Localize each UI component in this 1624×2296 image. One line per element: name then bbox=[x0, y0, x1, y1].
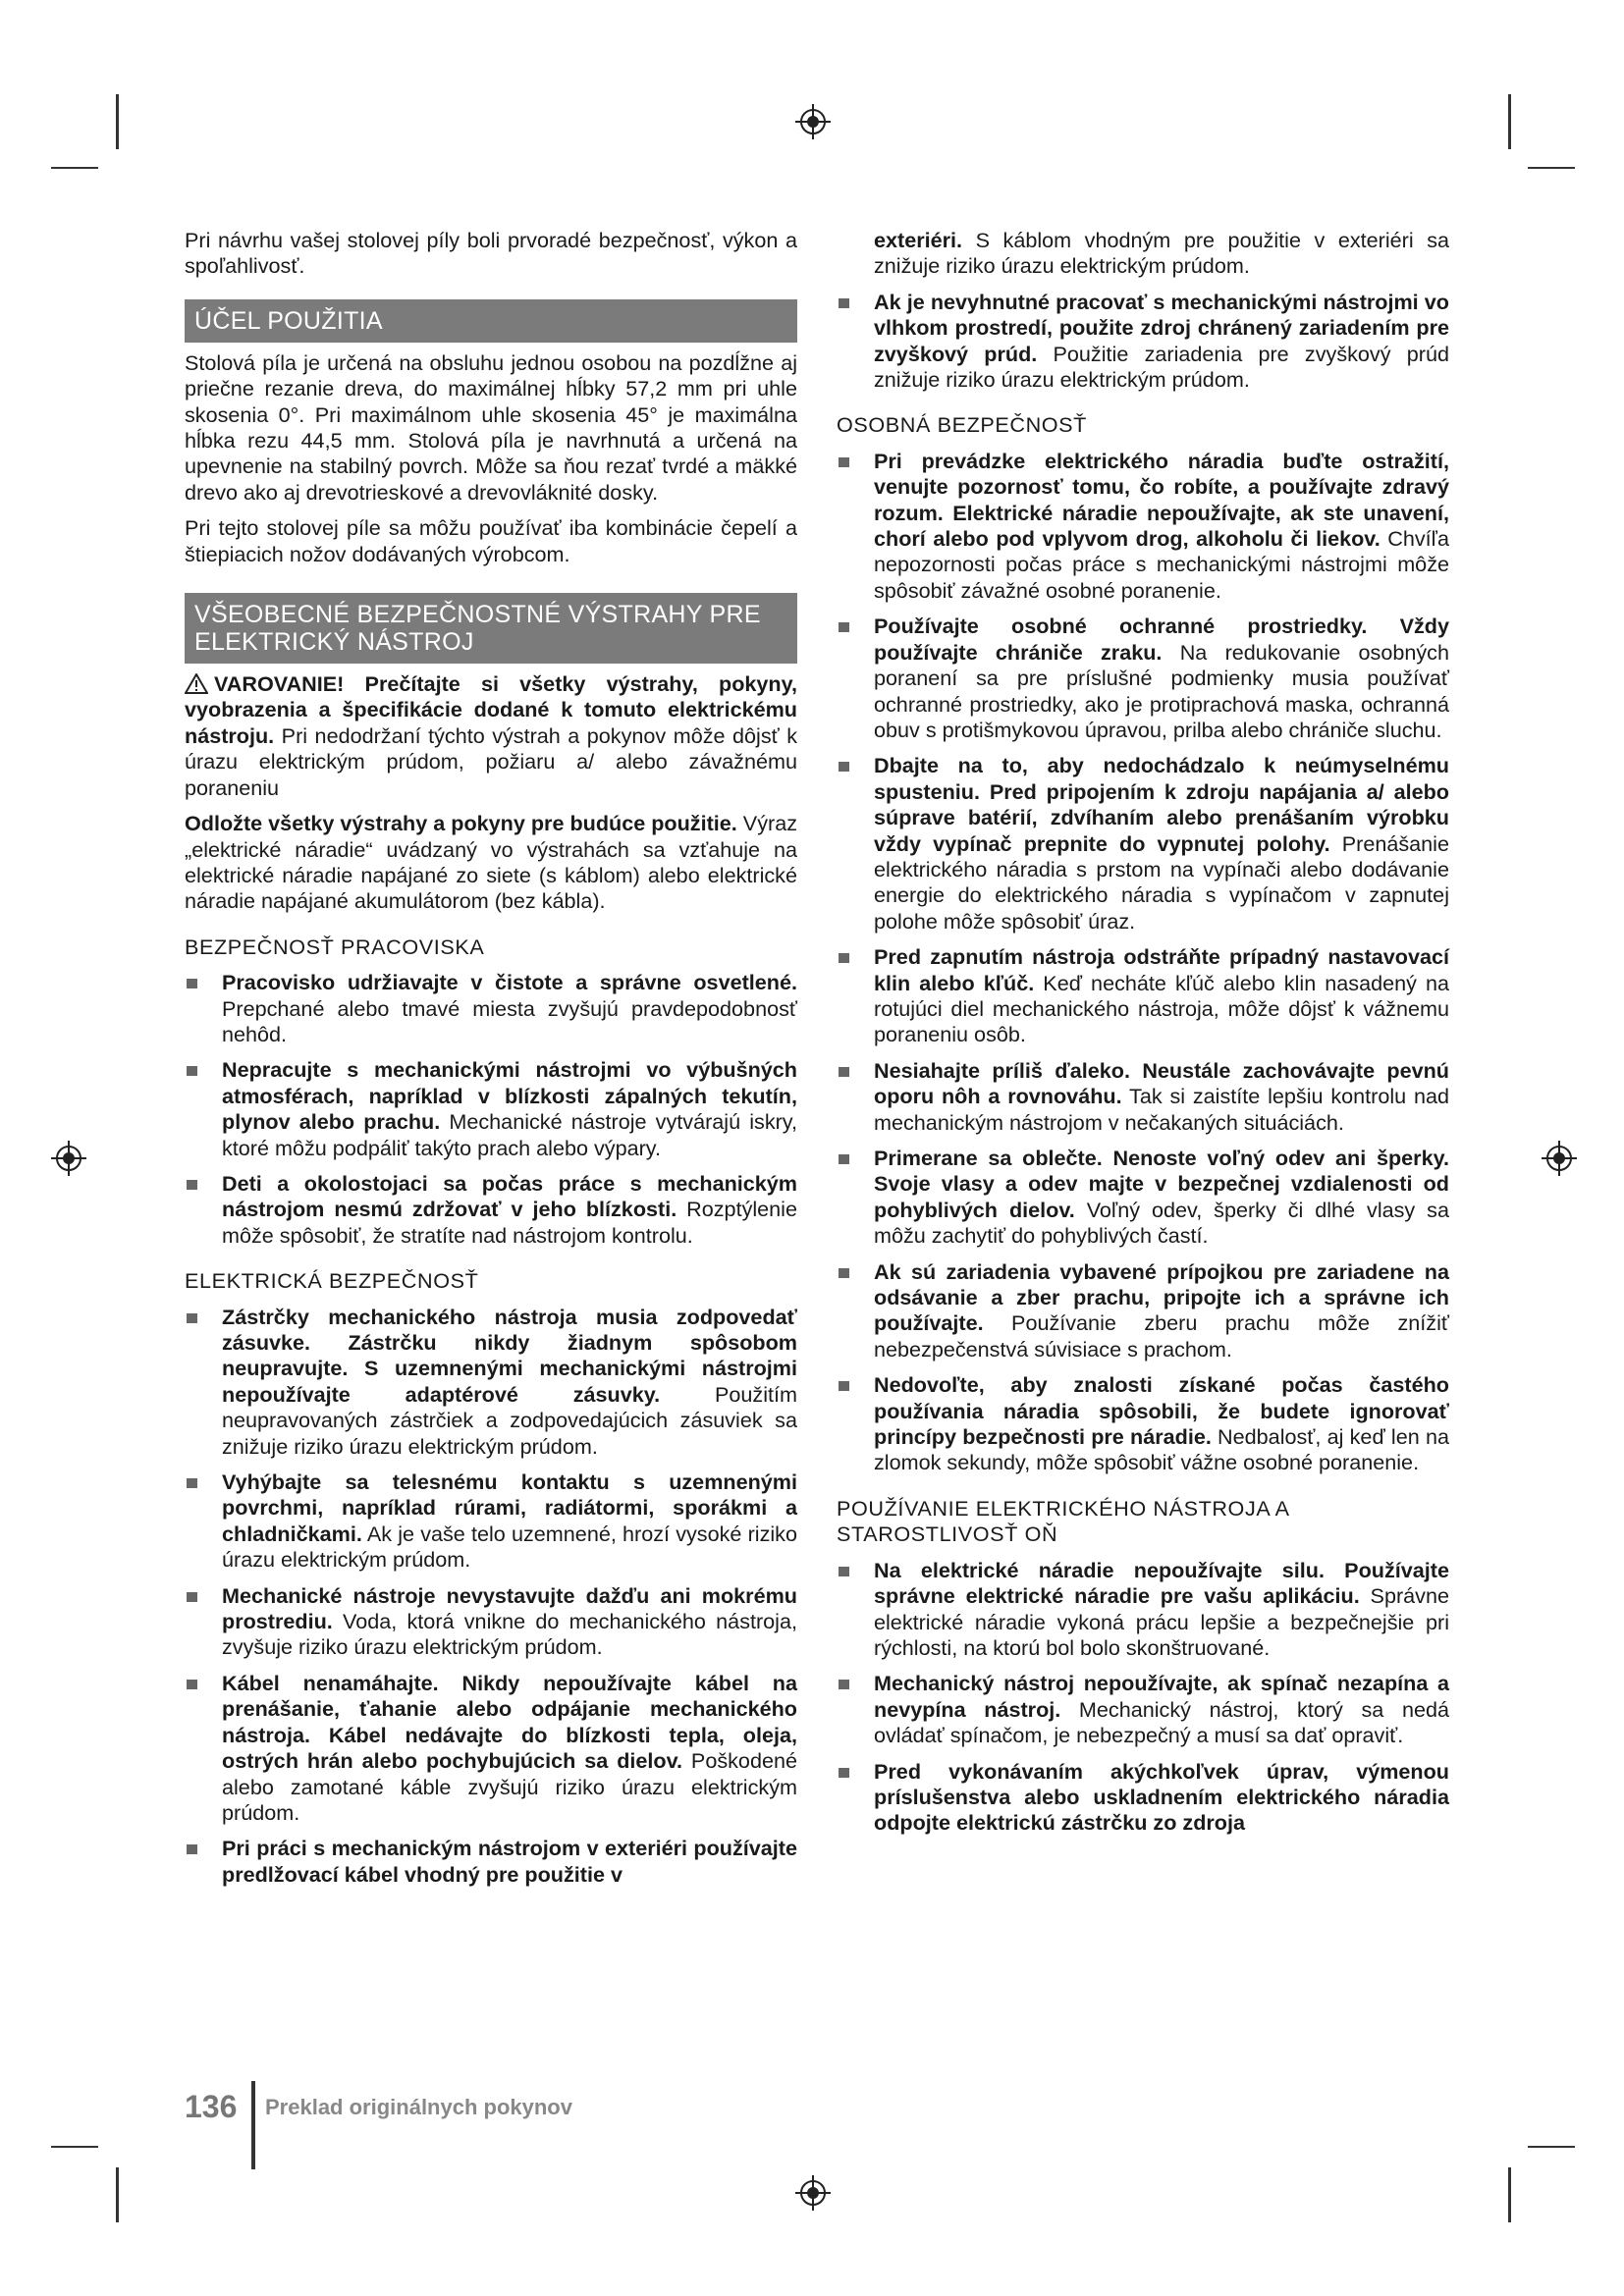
bullet-icon bbox=[839, 762, 849, 772]
item-bold: Deti a okolostojaci sa počas práce s mechanickým nástrojom nesmú zdržovať v jeho blízkosti. bbox=[222, 1170, 797, 1222]
item-text: Voľný odev, šperky či dlhé vlasy sa môžu zachytiť do pohyblivých častí. bbox=[874, 1197, 1449, 1249]
bullet-icon bbox=[839, 1680, 849, 1689]
item-text: Správne elektrické náradie vykoná prácu lepšie a bezpečnejšie pri rýchlosti, na ktorú bol bolo skonštruované. bbox=[874, 1583, 1449, 1660]
list-item bbox=[185, 1469, 797, 1574]
list-item bbox=[185, 1836, 797, 1888]
item-text: Používanie zberu prachu môže znížiť nebezpečenstvá súvisiace s prachom. bbox=[874, 1310, 1449, 1362]
item-text: Chvíľa nepozornosti počas práce s mechanickými nástrojmi môže spôsobiť závažné osobné poranenie. bbox=[874, 526, 1449, 603]
list-item bbox=[185, 970, 797, 1047]
footer-text: Preklad originálnych pokynov bbox=[265, 2095, 572, 2119]
list-item bbox=[185, 1305, 797, 1460]
intro-paragraph: Pri návrhu vašej stolovej píly boli prvoradé bezpečnosť, výkon a spoľahlivosť. bbox=[185, 228, 797, 279]
item-text: Poškodené alebo zamotané káble zvyšujú riziko úrazu elektrickým prúdom. bbox=[222, 1748, 797, 1825]
item-bold: Primerane sa oblečte. Nenoste voľný odev ani šperky. Svoje vlasy a odev majte v bezpečnej vzdialenosti od pohyblivých dielov. bbox=[874, 1146, 1449, 1222]
warning-paragraph bbox=[185, 671, 797, 801]
item-bold: Zástrčky mechanického nástroja musia zodpovedať zásuvke. Zástrčku nikdy žiadnym spôsobom neupravujte. S uzemnenými mechanickými nástrojmi nepoužívajte adaptérové zásuvky. bbox=[222, 1304, 797, 1407]
item-bold: Kábel nenamáhajte. Nikdy nepoužívajte kábel na prenášanie, ťahanie alebo odpájanie mechanického nástroja. Kábel nedávajte do blízkosti tepla, oleja, ostrých hrán alebo pochybujúcich sa dielov. bbox=[222, 1670, 797, 1774]
keep-bold-text: Odložte všetky výstrahy a pokyny pre budúce použitie. bbox=[185, 811, 737, 836]
item-bold: Pri práci s mechanickým nástrojom v exteriéri používajte predlžovací kábel vhodný pre použitie v bbox=[222, 1836, 797, 1887]
list-item bbox=[837, 1146, 1449, 1250]
list-item bbox=[185, 1671, 797, 1826]
left-column bbox=[185, 228, 797, 1897]
warning-text: Pri nedodržaní týchto výstrah a pokynov môže dôjsť k úrazu elektrickým prúdom, požiaru a/ alebo závažnému poraneniu bbox=[185, 722, 797, 800]
continued-paragraph bbox=[837, 228, 1449, 280]
bullet-icon bbox=[839, 1381, 849, 1391]
right-column bbox=[837, 228, 1449, 1846]
bullet-icon bbox=[187, 1592, 197, 1602]
bullet-icon bbox=[839, 1067, 849, 1077]
registration-mark-icon bbox=[1540, 1139, 1579, 1178]
item-bold: Pred zapnutím nástroja odstráňte prípadný nastavovací klin alebo kľúč. bbox=[874, 944, 1449, 995]
item-bold: Mechanické nástroje nevystavujte dažďu ani mokrému prostrediu. bbox=[222, 1582, 797, 1634]
item-bold: Ak sú zariadenia vybavené prípojkou pre zariadene na odsávanie a zber prachu, pripojte ich a správne ich používajte. bbox=[874, 1258, 1449, 1336]
registration-mark-icon bbox=[793, 2173, 833, 2213]
list-item bbox=[837, 614, 1449, 743]
item-bold: Ak je nevyhnutné pracovať s mechanickými nástrojmi vo vlhkom prostredí, použite zdroj chránený zariadením pre zvyškový prúd. bbox=[874, 289, 1449, 366]
item-bold: Mechanický nástroj nepoužívajte, ak spínač nezapína a nevypína nástroj. bbox=[874, 1671, 1449, 1722]
section-banner-purpose: ÚČEL POUŽITIA bbox=[185, 299, 797, 343]
bullet-icon bbox=[839, 457, 849, 467]
section-banner-general-safety: VŠEOBECNÉ BEZPEČNOSTNÉ VÝSTRAHY PRE ELEKTRICKÝ NÁSTROJ bbox=[185, 593, 797, 664]
purpose-paragraph: Stolová píla je určená na obsluhu jednou osobou na pozdĺžne aj priečne rezanie dreva, do maximálnej hĺbky 57,2 mm pri uhle skosenia 0°. Pri maximálnom uhle skosenia 45° je maximálna hĺbka rezu 44,5 mm. Stolová píla je navrhnutá a určená na upevnenie na stabilný povrch. Môže sa ňou rezať tvrdé a mäkké drevo ako aj drevotrieskové a drevovláknité dosky. bbox=[185, 349, 797, 505]
item-bold: Nepracujte s mechanickými nástrojmi vo výbušných atmosférach, napríklad v blízkosti zápalných tekutín, plynov alebo prachu. bbox=[222, 1057, 797, 1135]
item-text: Mechanické nástroje vytvárajú iskry, ktoré môžu podpáliť takýto prach alebo výpary. bbox=[222, 1109, 797, 1160]
item-bold: Pracovisko udržiavajte v čistote a správne osvetlené. bbox=[222, 970, 797, 995]
item-text: Prenášanie elektrického náradia s prstom na vypínači alebo dodávanie energie do elektrického náradia s vypínačom v zapnutej polohe môže spôsobiť úraz. bbox=[874, 830, 1449, 934]
item-bold: Pri prevádzke elektrického náradia buďte ostražití, venujte pozornosť tomu, čo robíte, a používajte zdravý rozum. Elektrické náradie nepoužívajte, ak ste unavení, chorí alebo pod vplyvom drog, alkoholu či liekov. bbox=[874, 448, 1449, 552]
crop-mark bbox=[116, 94, 119, 149]
keep-text: Výraz „elektrické náradie“ uvádzaný vo výstrahách sa vzťahuje na elektrické náradie napájané zo siete (s káblom) alebo elektrické náradie napájané akumulátorom (bez kábla). bbox=[185, 811, 798, 914]
list-item bbox=[837, 449, 1449, 604]
subheading-work-area: BEZPEČNOSŤ PRACOVISKA bbox=[185, 934, 485, 959]
personal-safety-list bbox=[837, 449, 1449, 1476]
bullet-icon bbox=[187, 1844, 197, 1854]
item-text: Prepchané alebo tmavé miesta zvyšujú pravdepodobnosť nehôd. bbox=[222, 995, 797, 1046]
item-bold: Nedovoľte, aby znalosti získané počas častého používania náradia spôsobili, že budete ignorovať princípy bezpečnosti pre náradie. bbox=[874, 1372, 1449, 1450]
item-text: Mechanický nástroj, ktorý sa nedá ovládať spínačom, je nebezpečný a musí sa dať opraviť. bbox=[874, 1696, 1449, 1748]
warning-triangle-icon bbox=[185, 673, 208, 694]
work-area-list bbox=[185, 970, 797, 1249]
continued-bold: exteriéri. bbox=[874, 228, 963, 252]
list-item bbox=[837, 290, 1449, 394]
bullet-icon bbox=[187, 979, 197, 988]
subheading-personal-safety: OSOBNÁ BEZPEČNOSŤ bbox=[837, 412, 1087, 438]
item-bold: Na elektrické náradie nepoužívajte silu. Používajte správne elektrické náradie pre vašu aplikáciu. bbox=[874, 1557, 1449, 1609]
item-text: Ak je vaše telo uzemnené, hrozí vysoké riziko úrazu elektrickým prúdom. bbox=[222, 1521, 797, 1573]
continued-text: S káblom vhodným pre použitie v exteriéri sa znižuje riziko úrazu elektrickým prúdom. bbox=[874, 228, 1449, 279]
item-text: Na redukovanie osobných poranení sa pre príslušné podmienky musia používať ochranné prostriedky, ako je protiprachová maska, ochranná obuv s protišmykovou úpravou, prilba alebo chrániče sluchu. bbox=[874, 639, 1449, 742]
footer-divider bbox=[251, 2081, 255, 2169]
bullet-icon bbox=[839, 298, 849, 308]
list-item bbox=[837, 1058, 1449, 1136]
registration-mark-icon bbox=[793, 102, 833, 141]
item-text: Použitím neupravovaných zástrčiek a zodpovedajúcich zásuviek sa znižuje riziko úrazu elektrickým prúdom. bbox=[222, 1381, 797, 1459]
page-number: 136 bbox=[185, 2089, 238, 2124]
list-item bbox=[837, 1671, 1449, 1748]
list-item bbox=[837, 1259, 1449, 1363]
crop-mark bbox=[51, 167, 98, 169]
bullet-icon bbox=[187, 1066, 197, 1076]
keep-instructions-paragraph bbox=[185, 811, 797, 915]
list-item bbox=[837, 1372, 1449, 1476]
item-text: Voda, ktorá vnikne do mechanického nástroja, zvyšuje riziko úrazu elektrickým prúdom. bbox=[222, 1609, 797, 1660]
bullet-icon bbox=[187, 1478, 197, 1488]
item-bold: Vyhýbajte sa telesnému kontaktu s uzemnenými povrchmi, napríklad rúrami, radiátormi, sporákmi a chladničkami. bbox=[222, 1469, 797, 1546]
item-bold: Používajte osobné ochranné prostriedky. Vždy používajte chrániče zraku. bbox=[874, 614, 1449, 665]
crop-mark bbox=[1528, 2146, 1575, 2148]
bullet-icon bbox=[187, 1180, 197, 1190]
list-item bbox=[837, 1558, 1449, 1662]
bullet-icon bbox=[839, 1268, 849, 1278]
crop-mark bbox=[116, 2167, 119, 2222]
warning-bold-text: VAROVANIE! Prečítajte si všetky výstrahy, pokyny, vyobrazenia a špecifikácie dodané k tomuto elektrickému nástroju. bbox=[185, 671, 797, 748]
purpose-paragraph-2: Pri tejto stolovej píle sa môžu používať iba kombinácie čepelí a štiepiacich nožov dodávaných výrobcom. bbox=[185, 515, 797, 566]
bullet-icon bbox=[187, 1313, 197, 1323]
bullet-icon bbox=[839, 622, 849, 632]
bullet-icon bbox=[839, 1567, 849, 1576]
crop-mark bbox=[1528, 167, 1575, 169]
item-text: Nedbalosť, aj keď len na zlomok sekundy, môže spôsobiť vážne osobné poranenie. bbox=[874, 1424, 1449, 1475]
crop-mark bbox=[51, 2146, 98, 2148]
item-bold: Dbajte na to, aby nedochádzalo k neúmyselnému spusteniu. Pred pripojením k zdroju napájania a/ alebo súprave batérií, zdvíhaním alebo prenášaním výrobku vždy vypínač prepnite do vypnutej polohy. bbox=[874, 753, 1449, 856]
bullet-icon bbox=[187, 1680, 197, 1689]
crop-mark bbox=[1508, 94, 1511, 149]
item-text: Tak si zaistíte lepšiu kontrolu nad mechanickým nástrojom v nečakaných situáciách. bbox=[874, 1084, 1449, 1135]
item-bold: Pred vykonávaním akýchkoľvek úprav, výmenou príslušenstva alebo uskladnením elektrického náradia odpojte elektrickú zástrčku zo zdroja bbox=[874, 1758, 1449, 1836]
registration-mark-icon bbox=[49, 1139, 88, 1178]
item-text: Použitie zariadenia pre zvyškový prúd znižuje riziko úrazu elektrickým prúdom. bbox=[874, 341, 1449, 393]
list-item bbox=[185, 1171, 797, 1249]
item-text: Rozptýlenie môže spôsobiť, že stratíte nad nástrojom kontrolu. bbox=[222, 1197, 797, 1248]
bullet-icon bbox=[839, 1768, 849, 1778]
crop-mark bbox=[1508, 2167, 1511, 2222]
subheading-electrical: ELEKTRICKÁ BEZPEČNOSŤ bbox=[185, 1268, 479, 1294]
tool-use-list bbox=[837, 1558, 1449, 1837]
list-item bbox=[185, 1583, 797, 1661]
subheading-tool-use: POUŽÍVANIE ELEKTRICKÉHO NÁSTROJA A STAROSTLIVOSŤ OŇ bbox=[837, 1495, 1289, 1547]
electrical-list-continued bbox=[837, 290, 1449, 394]
bullet-icon bbox=[839, 1154, 849, 1164]
list-item bbox=[837, 1759, 1449, 1837]
item-bold: Nesiahajte príliš ďaleko. Neustále zachovávajte pevnú oporu nôh a rovnováhu. bbox=[874, 1057, 1449, 1109]
electrical-list bbox=[185, 1305, 797, 1889]
list-item bbox=[185, 1057, 797, 1161]
item-text: Keď necháte kľúč alebo klin nasadený na rotujúci diel mechanického nástroja, môže dôjsť k vážnemu poraneniu osôb. bbox=[874, 970, 1449, 1047]
list-item bbox=[837, 753, 1449, 934]
list-item bbox=[837, 944, 1449, 1048]
bullet-icon bbox=[839, 953, 849, 963]
